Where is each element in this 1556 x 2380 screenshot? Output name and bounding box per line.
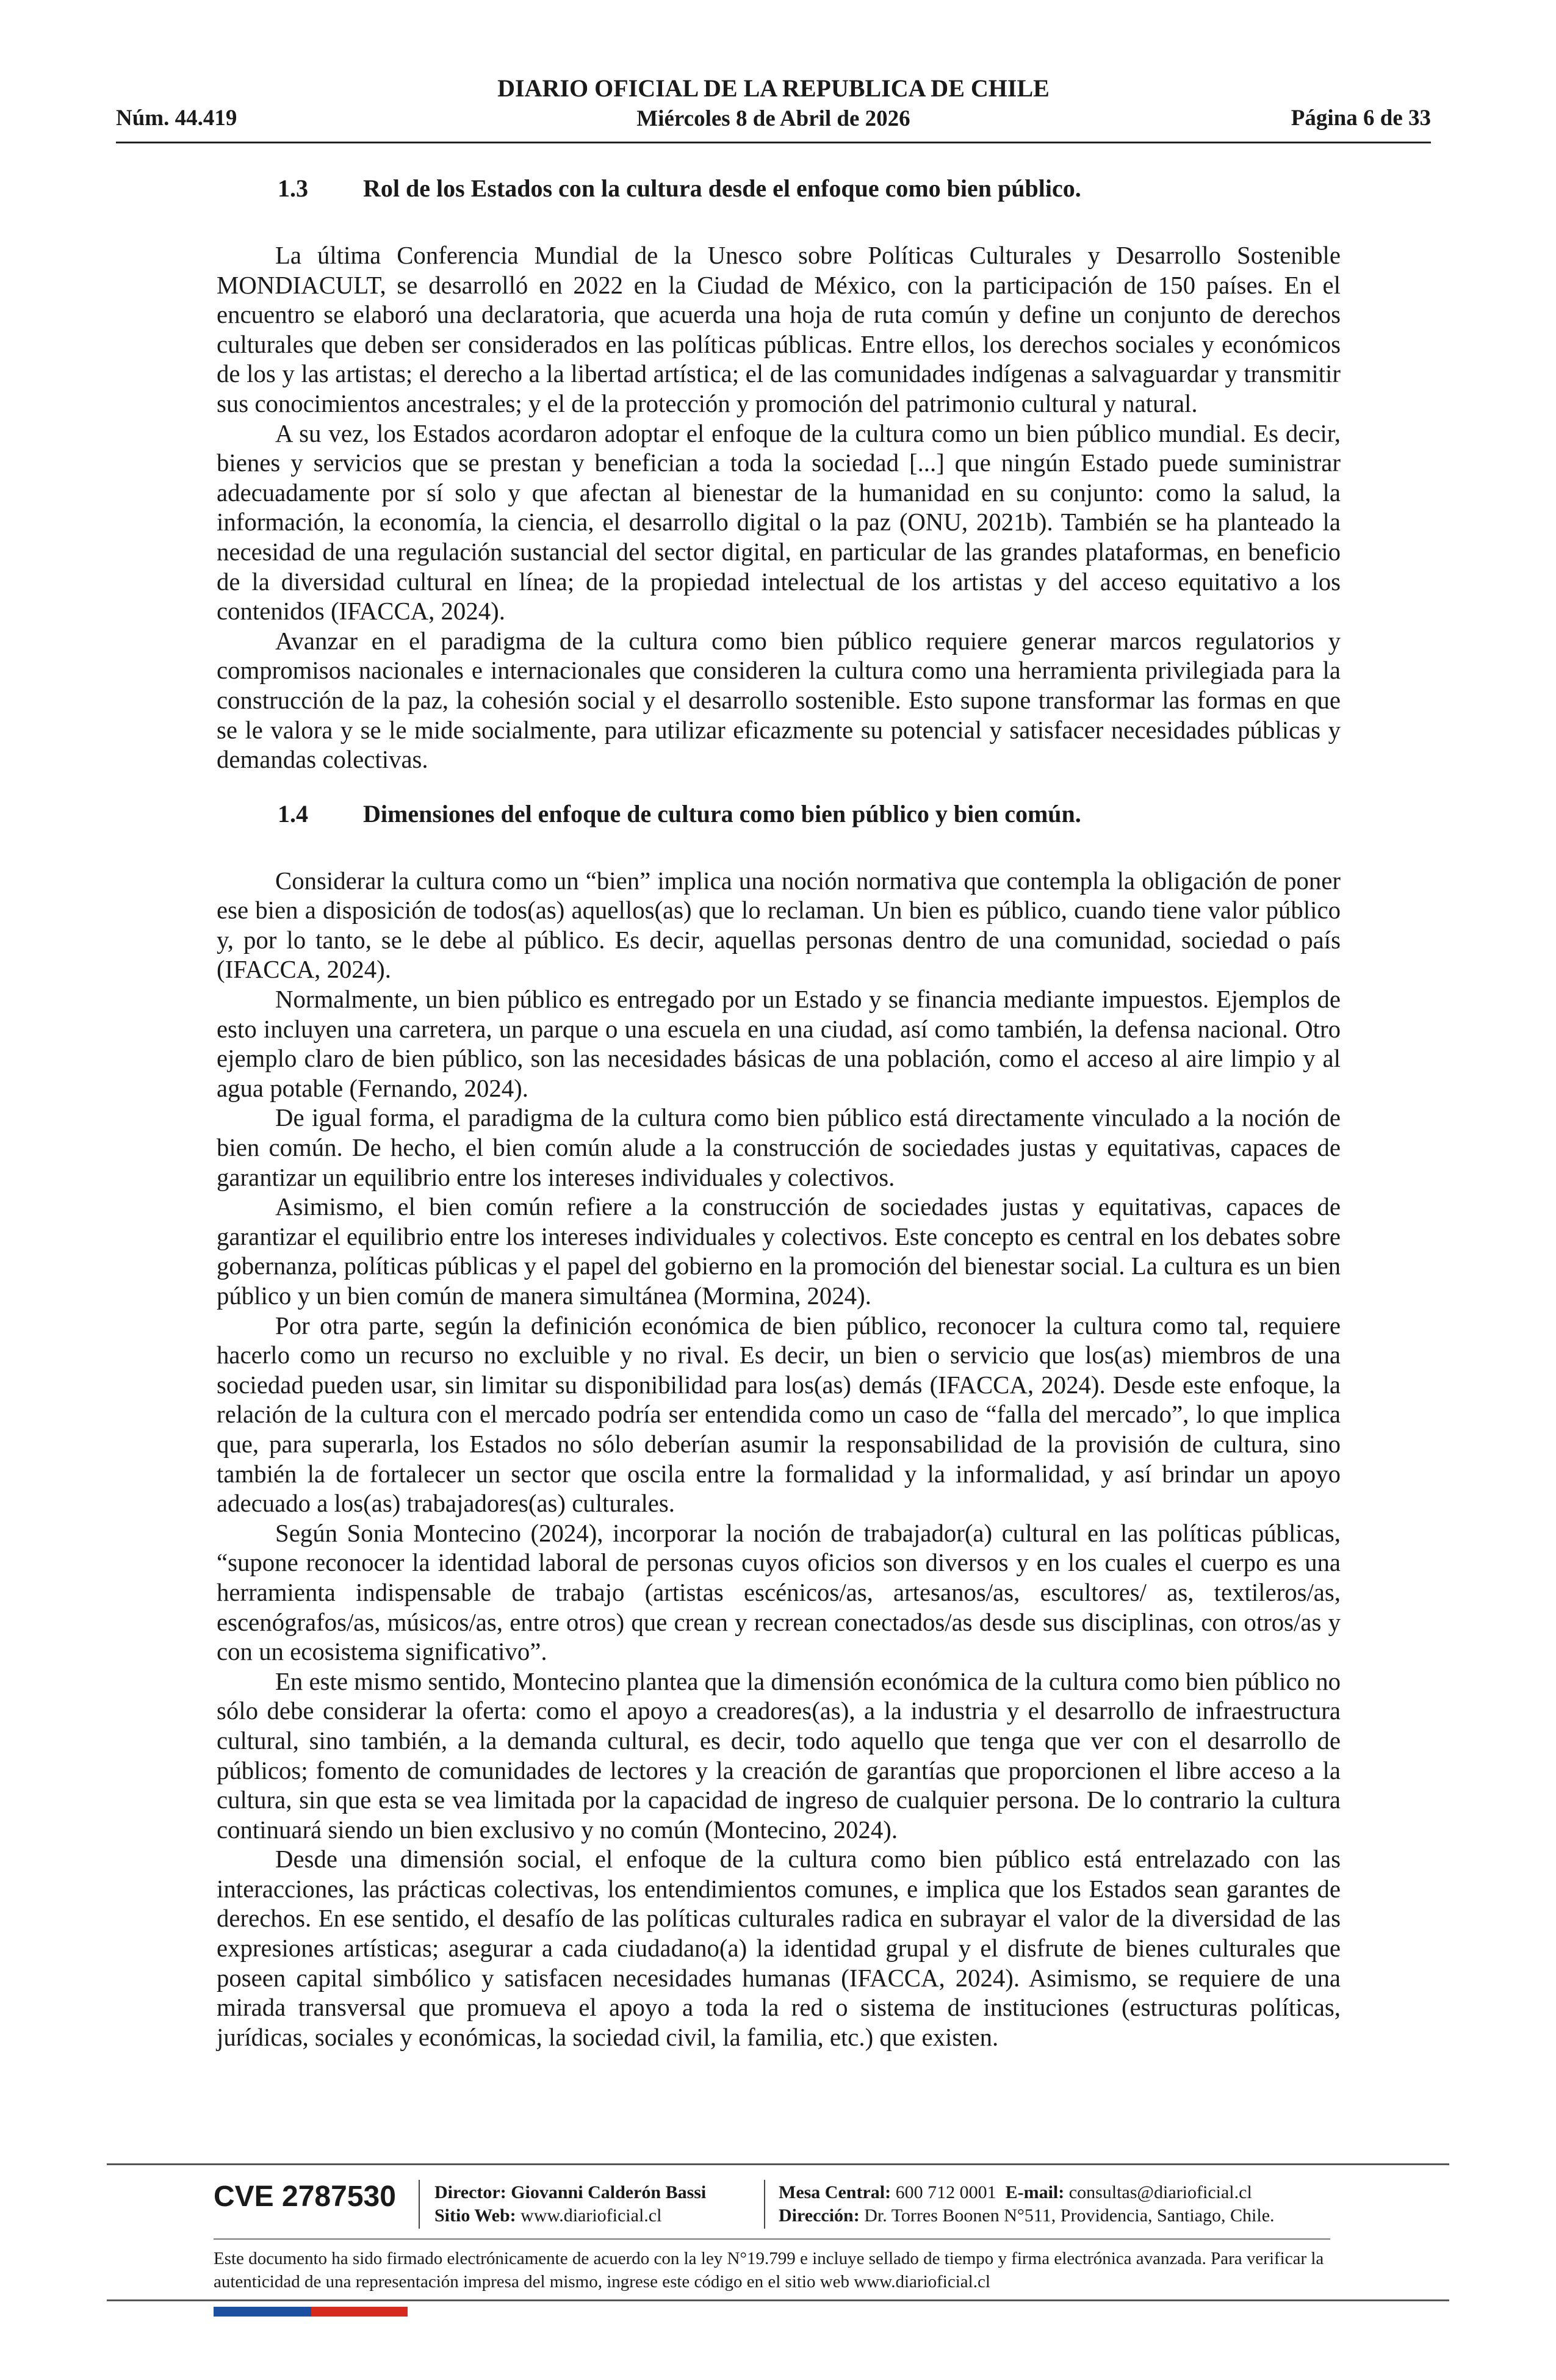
footer-separator bbox=[764, 2180, 765, 2229]
section-number: 1.3 bbox=[278, 175, 308, 202]
phone-number: 600 712 0001 bbox=[895, 2182, 996, 2202]
footer-divider bbox=[107, 2299, 1449, 2301]
paragraph: Normalmente, un bien público es entregado por un Estado y se financia mediante impuestos. Ejemplos de esto incluyen una carretera, un parque o una escuela en una ciudad, así como también, la defensa nacional. Otro ejemplo claro de bien público, son las necesidades básicas de una población, como el acceso al aire limpio y al agua potable (Fernando, 2024). bbox=[217, 986, 1341, 1102]
section-heading bbox=[217, 799, 1341, 829]
email-link[interactable]: consultas@diarioficial.cl bbox=[1068, 2182, 1252, 2202]
paragraph: En este mismo sentido, Montecino plantea que la dimensión económica de la cultura como bien público no sólo debe considerar la oferta: como el apoyo a creadores(as), a la industria y el desarrollo de infraestructura cultural, sino también, a la demanda cultural, es decir, todo aquello que tenga que ver con el desarrollo de públicos; fomento de comunidades de lectores y la creación de garantías que proporcionen el libre acceso a la cultura, sin que esta se vea limitada por la capacidad de ingreso de cualquier persona. De lo contrario la cultura continuará siendo un bien exclusivo y no común (Montecino, 2024). bbox=[217, 1667, 1341, 1844]
section-1-3 bbox=[217, 174, 1341, 775]
paragraph: Según Sonia Montecino (2024), incorporar la noción de trabajador(a) cultural en las políticas públicas, “supone reconocer la identidad laboral de personas cuyos oficios son diversos y en los cuales el cuerpo es una herramienta indispensable de trabajo (artistas escénicos/as, artesanos/as, escultores/ as, textileros/as, escenógrafos/as, músicos/as, entre otros) que crean y recrean conectados/as desde sus disciplinas, con otros/as y con un ecosistema significativo”. bbox=[217, 1519, 1341, 1666]
director-info bbox=[434, 2181, 706, 2227]
paragraph: Por otra parte, según la definición económica de bien público, reconocer la cultura como tal, requiere hacerlo como un recurso no excluible y no rival. Es decir, un bien o servicio que los(as) miembros de una sociedad pueden usar, sin limitar su disponibilidad para los(as) demás (IFACCA, 2024). Desde este enfoque, la relación de la cultura con el mercado podría ser entendida como un caso de “falla del mercado”, lo que implica que, para superarla, los Estados no sólo deberían asumir la responsabilidad de la provisión de cultura, sino también la de fortalecer un sector que oscila entre la formalidad y la informalidad, y así brindar un apoyo adecuado a los(as) trabajadores(as) culturales. bbox=[217, 1311, 1341, 1518]
cve-code: CVE 2787530 bbox=[214, 2180, 396, 2213]
signature-disclaimer: Este documento ha sido firmado electrónicamente de acuerdo con la ley N°19.799 e incluye sellado de tiempo y firma electrónica avanzada. Para verificar la autenticidad de una representación impresa del mismo, ingrese este código en el sitio web www.diarioficial.cl bbox=[214, 2249, 1324, 2292]
header-divider bbox=[116, 142, 1431, 143]
footer-separator bbox=[419, 2180, 420, 2229]
website-label: Sitio Web: bbox=[434, 2205, 516, 2226]
footer-divider bbox=[214, 2238, 1330, 2240]
flag-red-band bbox=[311, 2307, 408, 2317]
issue-number: Núm. 44.419 bbox=[116, 106, 237, 131]
section-title: Dimensiones del enfoque de cultura como bien público y bien común. bbox=[363, 799, 1081, 828]
page-number: Página 6 de 33 bbox=[1291, 106, 1431, 131]
contact-info bbox=[779, 2181, 1275, 2227]
footer-divider bbox=[107, 2163, 1449, 2165]
paragraph: Considerar la cultura como un “bien” implica una noción normativa que contempla la obligación de poner ese bien a disposición de todos(as) aquellos(as) que lo reclaman. Un bien es público, cuando tiene valor público y, por lo tanto, se le debe al público. Es decir, aquellas personas dentro de una comunidad, sociedad o país (IFACCA, 2024). bbox=[217, 867, 1341, 984]
director-name: Giovanni Calderón Bassi bbox=[511, 2182, 707, 2202]
address: Dr. Torres Boonen N°511, Providencia, Santiago, Chile. bbox=[864, 2205, 1275, 2226]
publication-date: Miércoles 8 de Abril de 2026 bbox=[636, 106, 910, 131]
page-header bbox=[116, 73, 1431, 143]
header-center bbox=[116, 73, 1431, 134]
paragraph: La última Conferencia Mundial de la Unesco sobre Políticas Culturales y Desarrollo Sostenible MONDIACULT, se desarrolló en 2022 en la Ciudad de México, con la participación de 150 países. En el encuentro se elaboró una declaratoria, que acuerda una hoja de ruta común y define un conjunto de derechos culturales que deben ser considerados en las políticas públicas. Entre ellos, los derechos sociales y económicos de los y las artistas; el derecho a la libertad artística; el de las comunidades indígenas a salvaguardar y transmitir sus conocimientos ancestrales; y el de la protección y promoción del patrimonio cultural y natural. bbox=[217, 242, 1341, 417]
website-link[interactable]: www.diarioficial.cl bbox=[520, 2205, 662, 2226]
paragraph: Desde una dimensión social, el enfoque de la cultura como bien público está entrelazado con las interacciones, las prácticas colectivas, los entendimientos comunes, e implica que los Estados sean garantes de derechos. En ese sentido, el desafío de las políticas culturales radica en subrayar el valor de la diversidad de las expresiones artísticas; asegurar a cada ciudadano(a) la identidad grupal y el disfrute de bienes culturales que poseen capital simbólico y satisfacen necesidades humanas (IFACCA, 2024). Asimismo, se requiere de una mirada transversal que promueva el apoyo a toda la red o sistema de instituciones (estructuras políticas, jurídicas, sociales y económicas, la sociedad civil, la familia, etc.) que existen. bbox=[217, 1845, 1341, 2051]
section-number: 1.4 bbox=[278, 799, 308, 828]
heading-gap bbox=[217, 829, 1341, 867]
flag-blue-band bbox=[214, 2307, 311, 2317]
flag-stripe bbox=[214, 2307, 408, 2317]
section-1-4 bbox=[217, 799, 1341, 2053]
publication-title: DIARIO OFICIAL DE LA REPUBLICA DE CHILE bbox=[497, 74, 1050, 102]
phone-label: Mesa Central: bbox=[779, 2182, 891, 2202]
paragraph: A su vez, los Estados acordaron adoptar el enfoque de la cultura como un bien público mundial. Es decir, bienes y servicios que se prestan y benefician a toda la sociedad [...] que ningún Estado puede suministrar adecuadamente por sí solo y que afectan al bienestar de la humanidad en su conjunto: como la salud, la información, la economía, la ciencia, el desarrollo digital o la paz (ONU, 2021b). También se ha planteado la necesidad de una regulación sustancial del sector digital, en particular de las grandes plataformas, en beneficio de la diversidad cultural en línea; de la propiedad intelectual de los artistas y del acceso equitativo a los contenidos (IFACCA, 2024). bbox=[217, 419, 1341, 626]
paragraph: Asimismo, el bien común refiere a la construcción de sociedades justas y equitativas, capaces de garantizar el equilibrio entre los intereses individuales y colectivos. Este concepto es central en los debates sobre gobernanza, políticas públicas y el papel del gobierno en la promoción del bienestar social. La cultura es un bien público y un bien común de manera simultánea (Mormina, 2024). bbox=[217, 1193, 1341, 1310]
section-heading bbox=[217, 174, 1341, 203]
director-label: Director: bbox=[434, 2182, 506, 2202]
paragraph: Avanzar en el paradigma de la cultura como bien público requiere generar marcos regulatorios y compromisos nacionales e internacionales que consideren la cultura como una herramienta privilegiada para la construcción de la paz, la cohesión social y el desarrollo sostenible. Esto supone transformar las formas en que se le valora y se le mide socialmente, para utilizar eficazmente su potencial y satisfacer necesidades públicas y demandas colectivas. bbox=[217, 627, 1341, 774]
section-title: Rol de los Estados con la cultura desde el enfoque como bien público. bbox=[363, 175, 1081, 202]
heading-gap bbox=[217, 203, 1341, 241]
document-body bbox=[217, 174, 1341, 2052]
paragraph: De igual forma, el paradigma de la cultura como bien público está directamente vinculado a la noción de bien común. De hecho, el bien común alude a la construcción de sociedades justas y equitativas, capaces de garantizar un equilibrio entre los intereses individuales y colectivos. bbox=[217, 1104, 1341, 1191]
email-label: E-mail: bbox=[1005, 2182, 1065, 2202]
address-label: Dirección: bbox=[779, 2205, 860, 2226]
